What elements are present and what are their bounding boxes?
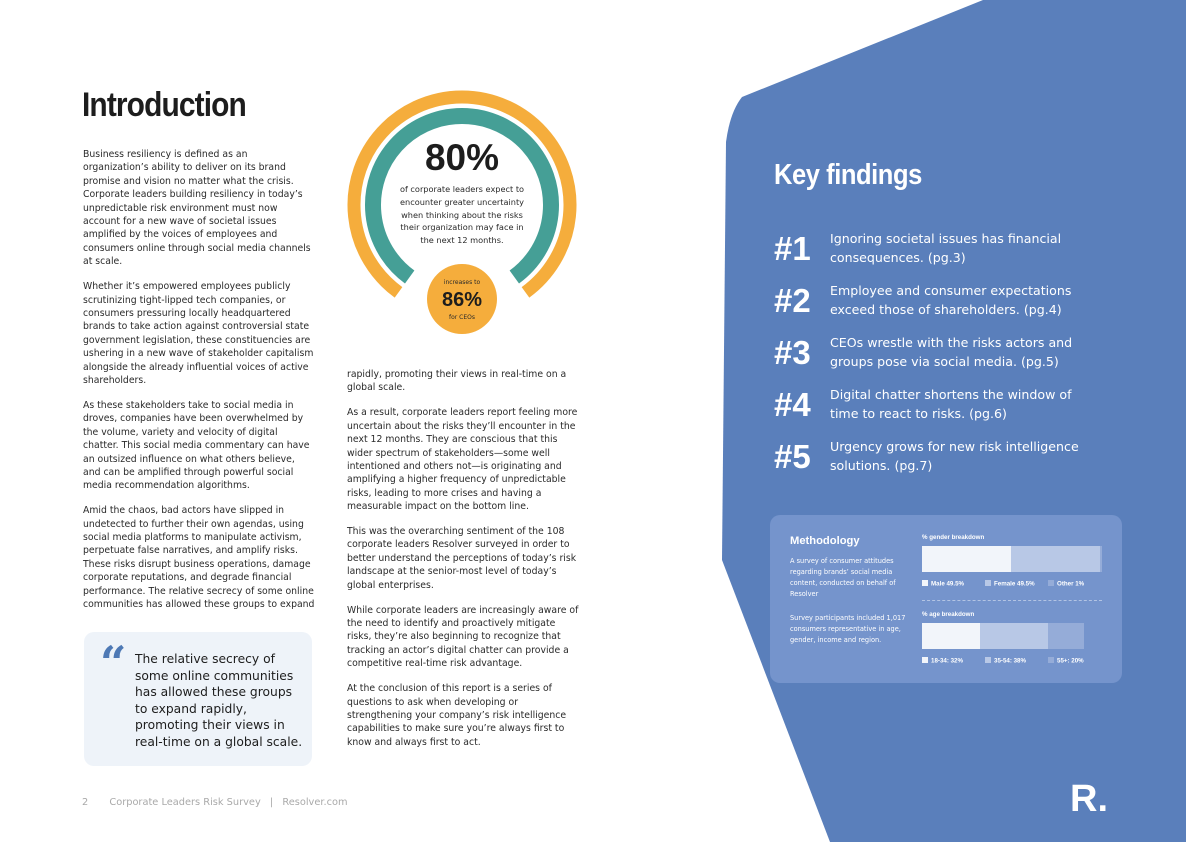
resolver-logo: R. bbox=[1070, 778, 1108, 820]
legend-label: 55+: 20% bbox=[1057, 657, 1084, 665]
gender-breakdown-bar bbox=[922, 546, 1102, 572]
finding-text: Urgency grows for new risk intelligence solutions. (pg.7) bbox=[830, 439, 1079, 473]
legend-label: Male 49.5% bbox=[931, 580, 965, 588]
ceo-stat-badge bbox=[427, 264, 497, 334]
ceo-stat-prefix: increases to bbox=[443, 279, 481, 286]
legend-swatch bbox=[1048, 580, 1054, 586]
intro-paragraph: As a result, corporate leaders report feeling more uncertain about the risks they’ll encounter in the next 12 months. They are conscious that this wider spectrum of stakeholders—some well intentioned and others not—is originating and amplifying a higher frequency of unpredictable risks, leading to more crises and having a measurable impact on the bottom line. bbox=[347, 407, 578, 513]
bar-segment bbox=[1100, 546, 1102, 572]
page-number: 2 bbox=[82, 797, 89, 808]
bar-segment bbox=[1011, 546, 1100, 572]
methodology-description: A survey of consumer attitudes regarding brands’ social media content, conducted on behalf of Resolver bbox=[790, 557, 896, 598]
legend-label: Other 1% bbox=[1057, 580, 1085, 588]
intro-column-right bbox=[347, 368, 582, 761]
legend-item bbox=[985, 657, 1026, 665]
age-breakdown-heading: % age breakdown bbox=[922, 611, 975, 618]
intro-paragraph: At the conclusion of this report is a series of questions to ask when developing or strengthening your company’s risk intelligence capabilities to make sure you’re always first to know and always first to act. bbox=[347, 683, 567, 748]
intro-paragraph: This was the overarching sentiment of the 108 corporate leaders Resolver surveyed in order to better understand the perceptions of today’s risk landscape at the senior-most level of today’s global enterprises. bbox=[347, 526, 577, 591]
intro-paragraph: Whether it’s empowered employees publicly scrutinizing tight-lipped tech companies, or consumers pressuring locally headquartered brands to take action against controversial state government legislation, these constituencies are ushering in a new wave of stakeholder capitalism alongside the already influential voices of active shareholders. bbox=[83, 281, 314, 386]
finding-text: CEOs wrestle with the risks actors and groups pose via social media. (pg.5) bbox=[830, 335, 1073, 369]
legend-swatch bbox=[985, 657, 991, 663]
methodology-card bbox=[770, 515, 1122, 683]
finding-item bbox=[774, 437, 1104, 481]
pull-quote-text: The relative secrecy of some online communities has allowed these groups to expand rapidly, promoting their views in real-time on a global scale. bbox=[135, 652, 303, 749]
footer-document-title: Corporate Leaders Risk Survey bbox=[109, 797, 261, 808]
legend-swatch bbox=[1048, 657, 1054, 663]
ceo-stat-value: 86% bbox=[441, 289, 483, 311]
finding-number: #3 bbox=[774, 334, 811, 371]
bar-segment bbox=[922, 546, 1011, 572]
intro-paragraph: Amid the chaos, bad actors have slipped in undetected to further their own agendas, using social media platforms to manipulate activism, perpetuate false narratives, and amplify risks. These risks disrupt business operations, damage corporate reputations, and degrade financial performance. The relative secrecy of some online communities has allowed these groups to expand bbox=[83, 505, 315, 611]
methodology-divider bbox=[922, 600, 1102, 601]
footer-website-link[interactable]: Resolver.com bbox=[282, 797, 348, 808]
pull-quote bbox=[84, 632, 312, 766]
intro-paragraph: Business resiliency is defined as an organization’s ability to deliver on its brand promise and vision no matter what the crisis. Corporate leaders building resiliency in today’s unpredictable risk environment must now account for a new wave of societal issues amplified by the voices of employees and consumers online through social media channels at scale. bbox=[83, 149, 311, 268]
intro-paragraph: While corporate leaders are increasingly aware of the need to identify and proactively mitigate risks, they’re also beginning to recognize that tracking an actor’s digital chatter can provide a competitive real-time risk advantage. bbox=[347, 604, 579, 670]
intro-paragraph: rapidly, promoting their views in real-time on a global scale. bbox=[347, 369, 567, 394]
finding-number: #5 bbox=[774, 438, 811, 475]
methodology-title: Methodology bbox=[790, 535, 860, 547]
legend-label: Female 49.5% bbox=[994, 580, 1035, 588]
finding-number: #4 bbox=[774, 386, 811, 423]
finding-text: Employee and consumer expectations exceed those of shareholders. (pg.4) bbox=[830, 283, 1072, 317]
finding-item bbox=[774, 333, 1104, 377]
ceo-stat-suffix: for CEOs bbox=[449, 314, 475, 321]
key-findings-title: Key findings bbox=[774, 159, 922, 191]
bar-segment bbox=[922, 623, 980, 649]
legend-label: 18-34: 32% bbox=[931, 657, 963, 665]
legend-item bbox=[985, 580, 1035, 588]
finding-item bbox=[774, 281, 1104, 325]
finding-item bbox=[774, 229, 1104, 273]
bar-segment bbox=[1048, 623, 1084, 649]
footer-separator: | bbox=[269, 797, 274, 808]
page-footer bbox=[82, 797, 366, 808]
legend-swatch bbox=[922, 580, 928, 586]
legend-swatch bbox=[985, 580, 991, 586]
age-breakdown-legend bbox=[922, 657, 1102, 667]
age-breakdown-bar bbox=[922, 623, 1102, 649]
legend-item bbox=[1048, 580, 1084, 588]
intro-column-left bbox=[83, 148, 315, 623]
page-title: Introduction bbox=[82, 86, 246, 124]
quote-icon: “ bbox=[100, 636, 127, 690]
methodology-participants: Survey participants included 1,017 consumers representative in age, gender, income and region. bbox=[790, 614, 906, 644]
intro-paragraph: As these stakeholders take to social media in droves, companies have been overwhelmed by the volume, variety and velocity of digital chatter. This social media commentary can have an outsized influence on what others believe, and can be amplified through powerful social media recommendation algorithms. bbox=[83, 399, 310, 492]
finding-number: #1 bbox=[774, 230, 811, 267]
finding-text: Digital chatter shortens the window of time to react to risks. (pg.6) bbox=[830, 387, 1072, 421]
finding-item bbox=[774, 385, 1104, 429]
finding-text: Ignoring societal issues has financial consequences. (pg.3) bbox=[830, 231, 1062, 265]
legend-label: 35-54: 38% bbox=[994, 657, 1026, 665]
gender-breakdown-heading: % gender breakdown bbox=[922, 534, 985, 541]
legend-item bbox=[922, 657, 963, 665]
legend-swatch bbox=[922, 657, 928, 663]
legend-item bbox=[922, 580, 964, 588]
stat-value: 80% bbox=[424, 137, 500, 178]
legend-item bbox=[1048, 657, 1084, 665]
bar-segment bbox=[980, 623, 1048, 649]
finding-number: #2 bbox=[774, 282, 811, 319]
gender-breakdown-legend bbox=[922, 580, 1102, 590]
stat-description: of corporate leaders expect to encounter greater uncertainty when thinking about the risks their organization may face in the next 12 months. bbox=[399, 184, 525, 246]
